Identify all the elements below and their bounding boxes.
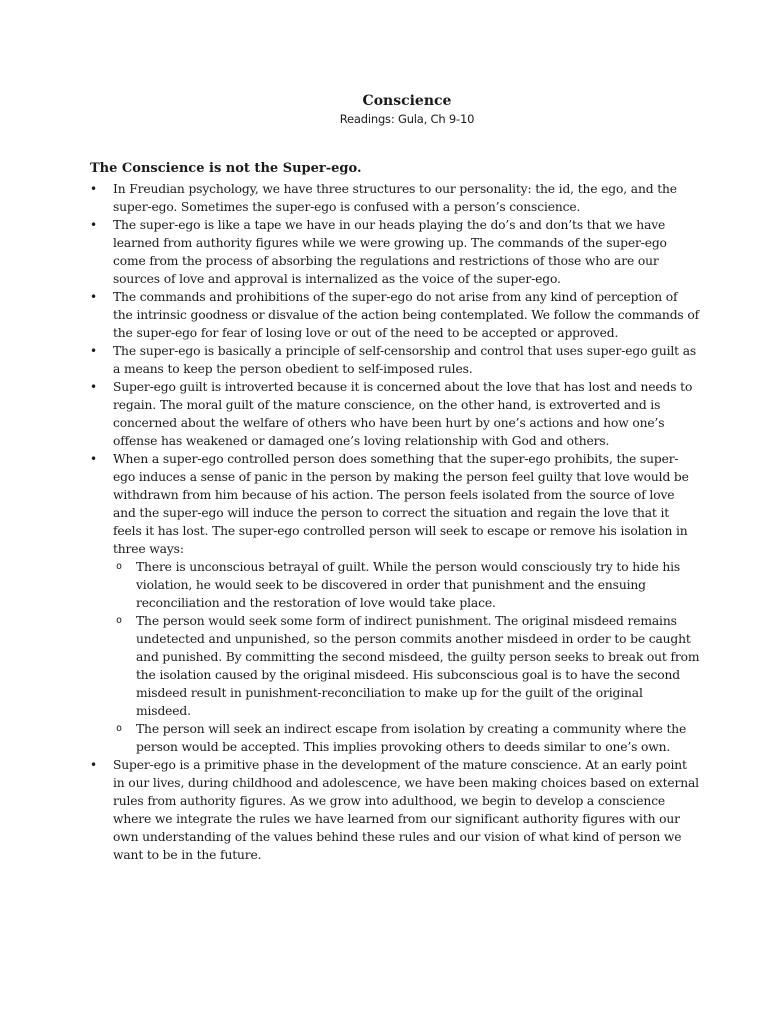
bullet-item [90, 342, 700, 378]
sub-bullet-item [113, 720, 700, 756]
sub-bullet-item [113, 612, 700, 720]
bullet-text: • The commands and prohibitions of the super-ego do not arise from any kind of perception of the intrinsic goodness or disvalue of the action being contemplated. We follow the commands of the super-ego for fear of losing love or out of the need to be accepted or approved. [113, 290, 699, 340]
sub-bullet-text: o The person would seek some form of indirect punishment. The original misdeed remains undetected and unpunished, so the person commits another misdeed in order to be caught and punished. By committing the second misdeed, the guilty person seeks to break out from the isolation caused by the original misdeed. His subconscious goal is to have the second misdeed result in punishment-reconciliation to make up for the guilt of the original misdeed. [136, 614, 700, 718]
sub-bullet-text: o The person will seek an indirect escape from isolation by creating a community where the person would be accepted. This implies provoking others to deeds similar to one’s own. [136, 722, 687, 754]
bullet-item [90, 756, 700, 864]
bullet-text: • Super-ego guilt is introverted because it is concerned about the love that has lost and needs to regain. The moral guilt of the mature conscience, on the other hand, is extroverted and is concerned about the welfare of others who have been hurt by one’s actions and how one’s offense has weakened or damaged one’s loving relationship with God and others. [113, 380, 693, 448]
bullet-item [90, 216, 700, 288]
page-title: Conscience [362, 93, 452, 109]
bullet-text: • Super-ego is a primitive phase in the development of the mature conscience. At an early point in our lives, during childhood and adolescence, we have been making choices based on external rules from authority figures. As we grow into adulthood, we begin to develop a conscience where we integrate the rules we have learned from our significant authority figures with our own understanding of the values behind these rules and our vision of what kind of person we want to be in the future. [113, 758, 699, 862]
sub-bullet-item [113, 558, 700, 612]
section-heading: The Conscience is not the Super-ego. [90, 161, 362, 176]
bullet-text: • In Freudian psychology, we have three structures to our personality: the id, the ego, and the super-ego. Sometimes the super-ego is confused with a person’s conscience. [113, 182, 677, 214]
bullet-item [90, 180, 700, 216]
sub-bullet-list [113, 558, 700, 756]
document-body [90, 180, 700, 864]
bullet-text: • When a super-ego controlled person does something that the super-ego prohibits, the super-ego induces a sense of panic in the person by making the person feel guilty that love would be withdrawn from him because of his action. The person feels isolated from the source of love and the super-ego will induce the person to correct the situation and regain the love that it feels it has lost. The super-ego controlled person will seek to escape or remove his isolation in three ways: [113, 452, 689, 556]
bullet-text: • The super-ego is like a tape we have in our heads playing the do’s and don’ts that we have learned from authority figures while we were growing up. The commands of the super-ego come from the process of absorbing the regulations and restrictions of those who are our sources of love and approval is internalized as the voice of the super-ego. [113, 218, 667, 286]
bullet-item [90, 288, 700, 342]
page-subtitle: Readings: Gula, Ch 9-10 [339, 112, 475, 126]
sub-bullet-text: o There is unconscious betrayal of guilt. While the person would consciously try to hide his violation, he would seek to be discovered in order that punishment and the ensuing reconciliation and the restoration of love would take place. [136, 560, 681, 610]
bullet-text: • The super-ego is basically a principle of self-censorship and control that uses super-ego guilt as a means to keep the person obedient to self-imposed rules. [113, 344, 697, 376]
bullet-item [90, 378, 700, 450]
bullet-item [90, 450, 700, 756]
bullet-list [90, 180, 700, 864]
